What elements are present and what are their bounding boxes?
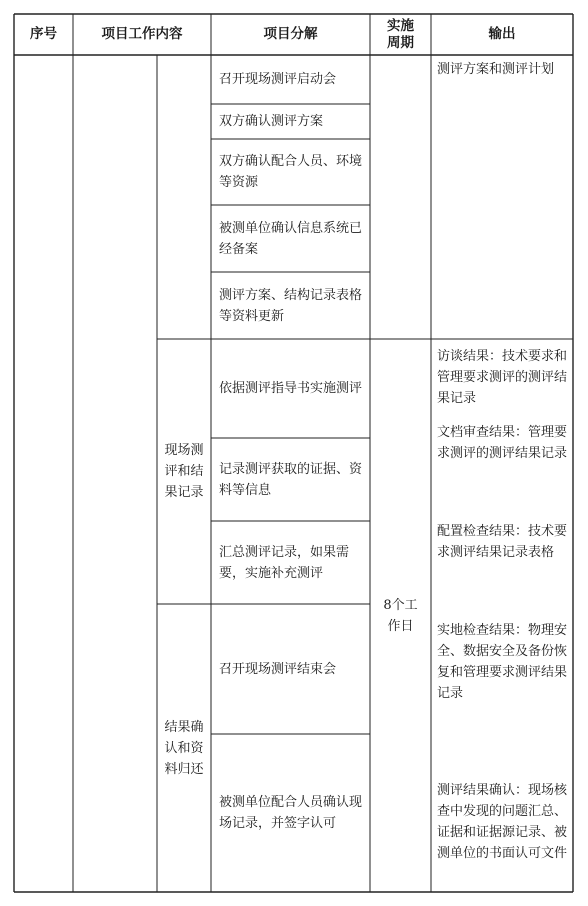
- prep-output: 测评方案和测评计划: [437, 62, 555, 77]
- header-breakdown: 项目分解: [263, 26, 318, 42]
- phase-onsite-evaluation: 现场测评和结果记录: [164, 443, 204, 500]
- output-document-review: 文档审查结果：管理要求测评的测评结果记录: [437, 425, 568, 461]
- task-record-evidence: 记录测评获取的证据、资料等信息: [219, 461, 363, 498]
- output-result-confirmation: 测评结果确认：现场核查中发现的问题汇总、证据和证据源记录、被测单位的书面认可文件: [437, 783, 568, 861]
- header-output: 输出: [488, 26, 516, 42]
- output-interview-results: 访谈结果：技术要求和管理要求测评的测评结果记录: [437, 349, 568, 406]
- task-kickoff-meeting: 召开现场测评启动会: [219, 72, 337, 87]
- task-confirm-filing: 被测单位确认信息系统已经备案: [219, 220, 363, 257]
- phase-result-confirmation: 结果确认和资料归还: [164, 719, 204, 777]
- task-confirm-resources: 双方确认配合人员、环境等资源: [219, 154, 363, 190]
- task-closing-meeting: 召开现场测评结束会: [219, 661, 337, 677]
- header-period: 实施周期: [387, 17, 414, 51]
- output-onsite-inspection: 实地检查结果：物理安全、数据安全及备份恢复和管理要求测评结果记录: [437, 623, 568, 701]
- header-work-content: 项目工作内容: [101, 26, 183, 42]
- task-summarize-records: 汇总测评记录，如果需要，实施补充测评: [219, 544, 350, 581]
- implementation-period: 8个工作日: [383, 597, 418, 634]
- task-update-materials: 测评方案、结构记录表格等资料更新: [219, 287, 363, 324]
- task-conduct-evaluation: 依据测评指导书实施测评: [219, 381, 363, 396]
- task-confirm-plan: 双方确认测评方案: [219, 114, 324, 129]
- header-seq: 序号: [30, 26, 57, 42]
- output-config-check: 配置检查结果：技术要求测评结果记录表格: [437, 524, 568, 560]
- task-confirm-records: 被测单位配合人员确认现场记录，并签字认可: [219, 795, 363, 831]
